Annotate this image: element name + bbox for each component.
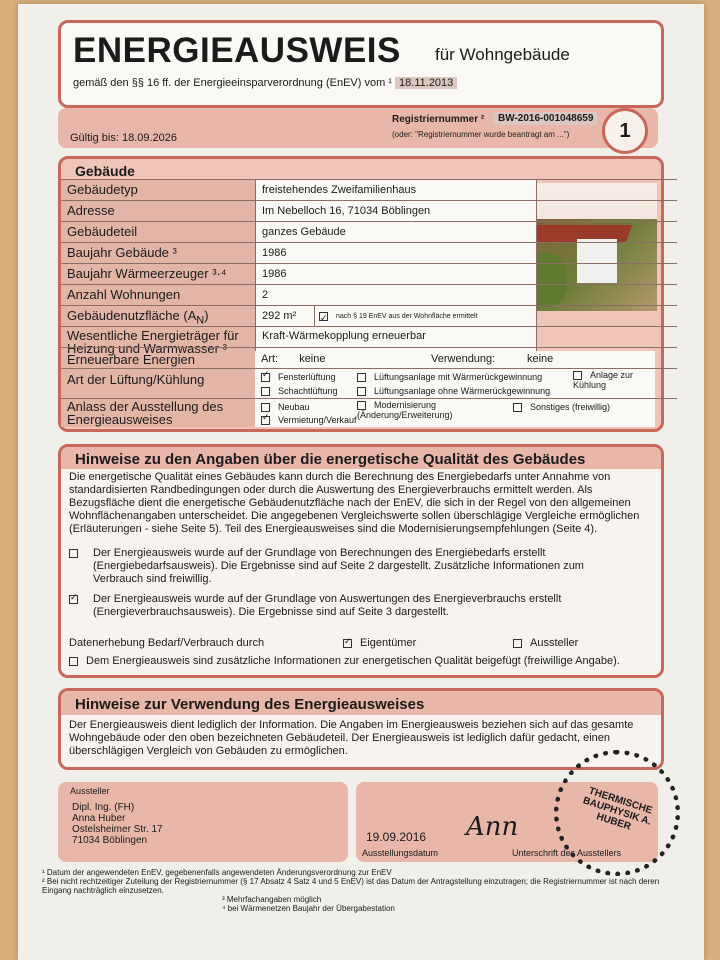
issuer-box: [58, 782, 348, 862]
row-label: Gebäudenutzfläche $(A_N)$: [67, 308, 209, 327]
stamp-text: THERMISCHE BAUPHYSIK A. HUBER: [581, 785, 654, 833]
signature: Ann: [466, 812, 519, 842]
row-dwellings: [61, 284, 677, 306]
signature-label: Unterschrift des Ausstellers: [512, 848, 622, 858]
reason-option: Neubau: [261, 402, 310, 412]
issuer-label: Aussteller: [70, 786, 110, 796]
usage-heading: Hinweise zur Verwendung des Energieausweises: [75, 696, 425, 713]
row-building-part: [61, 221, 677, 243]
extra-info-option: Dem Energieausweis sind zusätzliche Informationen zur energetischen Qualität beigefügt (freiwillige Angabe).: [69, 655, 620, 668]
reason-checkbox[interactable]: [513, 403, 522, 412]
row-building-type: [61, 179, 677, 201]
row-usable-area: [61, 305, 677, 327]
dwellings-value: 2: [255, 285, 537, 306]
area-label: Gebäudenutzfläche (A: [67, 308, 197, 323]
consumption-checkbox[interactable]: [69, 595, 78, 604]
document-title: ENERGIEAUSWEIS: [73, 31, 401, 70]
renew-art-value: keine: [299, 353, 326, 365]
reason-option: ✓Vermietung/Verkauf: [261, 415, 357, 425]
area-value: 292 m²: [255, 306, 315, 327]
issuer-checkbox[interactable]: [513, 639, 522, 648]
reason-option: Modernisierung (Änderung/Erweiterung): [357, 400, 453, 421]
reason-cell: [255, 399, 655, 427]
row-reason: [61, 398, 677, 427]
row-label: Wesentliche Energieträger für Heizung und Warmwasser ³: [67, 328, 239, 356]
row-address: [61, 200, 677, 222]
enev-date: 18.11.2013: [395, 77, 457, 89]
row-label: Art der Lüftung/Kühlung: [67, 372, 205, 387]
area-note: nach § 19 EnEV aus der Wohnfläche ermittelt: [336, 313, 478, 320]
building-type-value: freistehendes Zweifamilienhaus: [255, 180, 537, 201]
heater-year-value: 1986: [255, 264, 537, 285]
renew-use-label: Verwendung:: [431, 353, 496, 365]
building-heading: Gebäude: [75, 163, 135, 179]
renewable-cell: [255, 351, 655, 368]
reason-option: Sonstiges (freiwillig): [513, 402, 610, 412]
vent-checkbox[interactable]: [357, 387, 366, 396]
notes-section: [58, 444, 664, 678]
row-renewable: [61, 347, 677, 369]
reg-number: BW-2016-001048659: [494, 112, 597, 125]
row-year-built: [61, 242, 677, 264]
owner-checkbox[interactable]: [343, 639, 352, 648]
reason-checkbox[interactable]: [261, 416, 270, 425]
row-label: Adresse: [67, 203, 115, 218]
row-heater-year: [61, 263, 677, 285]
building-section: [58, 156, 664, 432]
title-box: [58, 20, 664, 108]
footnote-2: ² Bei nicht rechtzeitiger Zuteilung der Registriernummer (§ 17 Absatz 4 Satz 4 und 5 EnEV) ist das Datum der Antragstellung einzutragen; die Registriernummer ist nach deren Eingang nachträglich einzusetzen.: [42, 877, 660, 895]
row-label: Anzahl Wohnungen: [67, 287, 181, 302]
ventilation-cell: [255, 369, 655, 399]
row-ventilation: [61, 368, 677, 399]
renew-use-value: keine: [527, 353, 554, 365]
usage-section: [58, 688, 664, 770]
reason-checkbox[interactable]: [357, 401, 366, 410]
area-note-cell: [315, 306, 537, 327]
reg-note: (oder: "Registriernummer wurde beantragt am ..."): [392, 130, 570, 139]
certificate-page: [18, 4, 704, 960]
registration-box: [58, 108, 658, 148]
extra-checkbox[interactable]: [69, 657, 78, 666]
row-label: Gebäudetyp: [67, 182, 138, 197]
reg-label: Registriernummer ²: [392, 114, 485, 125]
notes-option-demand: Der Energieausweis wurde auf der Grundlage von Berechnungen des Energiebedarfs erstellt (Energiebedarfsausweis). Die Ergebnisse sind auf Seite 2 dargestellt. Zusätzliche Informationen zum Verbrauch sind freiwillig.: [69, 547, 653, 560]
row-label: Gebäudeteil: [67, 224, 138, 239]
page-number-badge: 1: [602, 108, 648, 154]
energy-carrier-value: Kraft-Wärmekopplung erneuerbar: [255, 327, 537, 358]
notes-intro: Die energetische Qualität eines Gebäudes kann durch die Berechnung des Energiebedarfs unter Annahme von standardisierten Randbedingungen oder durch die Auswertung des Energieverbrauchs ermittelt werden. Als Bezugsfläche dient die energetische Gebäudenutzfläche nach der EnEV, die sich in der Regel von den allgemeinen Wohnflächenangaben unterscheidet. Die angegebenen Vergleichswerte sollen überschlägige Vergleiche ermöglichen (Erläuterungen - siehe Seite 5). Teil des Energieausweises sind die Modernisierungsempfehlungen (Seite 4).: [69, 471, 640, 535]
year-built-value: 1986: [255, 243, 537, 264]
footnote-1: ¹ Datum der angewendeten EnEV, gegebenenfalls angewendeten Änderungsverordnung zur EnEV: [42, 868, 392, 877]
renew-art-label: Art:: [261, 353, 279, 365]
building-part-value: ganzes Gebäude: [255, 222, 537, 243]
row-label: Anlass der Ausstellung des Energieausweises: [67, 399, 224, 427]
vent-checkbox[interactable]: [261, 387, 270, 396]
row-label: Erneuerbare Energien: [67, 352, 195, 367]
issuer-option: Aussteller: [513, 637, 578, 650]
row-label: Baujahr Gebäude ³: [67, 245, 177, 260]
valid-until: Gültig bis: 18.09.2026: [70, 132, 178, 144]
vent-checkbox[interactable]: [573, 371, 582, 380]
company-stamp: [554, 750, 680, 876]
notes-heading: Hinweise zu den Angaben über die energetische Qualität des Gebäudes: [75, 451, 586, 468]
area-sub: N: [196, 314, 205, 327]
usage-text: Der Energieausweis dient lediglich der Information. Die Angaben im Energieausweis beziehen sich auf das gesamte Wohngebäude oder den oben bezeichneten Gebäudeteil. Der Energieausweis ist lediglich dafür gedacht, einen überschlägigen Vergleich von Gebäuden zu ermöglichen.: [69, 719, 634, 757]
vent-checkbox[interactable]: [261, 373, 270, 382]
issue-date: 19.09.2016: [366, 830, 427, 844]
issue-date-label: Ausstellungsdatum: [362, 848, 439, 858]
vent-option: Lüftungsanlage mit Wärmerückgewinnung: [357, 372, 542, 382]
vent-option: Anlage zur Kühlung: [573, 370, 634, 391]
demand-checkbox[interactable]: [69, 549, 78, 558]
vent-option: Schachtlüftung: [261, 386, 338, 396]
vent-option: ✓ Fensterlüftung: [261, 372, 336, 382]
reason-checkbox[interactable]: [261, 403, 270, 412]
row-label: Baujahr Wärmeerzeuger ³·⁴: [67, 266, 227, 281]
area-checkbox[interactable]: [319, 312, 328, 321]
document-subtitle: für Wohngebäude: [435, 45, 570, 64]
vent-option: Lüftungsanlage ohne Wärmerückgewinnung: [357, 386, 550, 396]
address-value: Im Nebelloch 16, 71034 Böblingen: [255, 201, 537, 222]
owner-option: ✓ Eigentümer: [343, 637, 416, 650]
footnotes: [42, 868, 662, 913]
legal-basis: [73, 77, 457, 89]
footnote-3: ³ Mehrfachangaben möglich: [222, 895, 322, 904]
legal-basis-text: gemäß den §§ 16 ff. der Energieeinsparverordnung (EnEV) vom ¹: [73, 77, 392, 89]
data-by-label: Datenerhebung Bedarf/Verbrauch durch: [69, 637, 265, 649]
issuer-address: Dipl. Ing. (FH) Anna Huber Ostelsheimer Str. 17 71034 Böblingen: [72, 802, 163, 846]
vent-checkbox[interactable]: [357, 373, 366, 382]
footnote-4: ⁴ bei Wärmenetzen Baujahr der Übergabestation: [222, 904, 395, 913]
notes-option-consumption: ✓ Der Energieausweis wurde auf der Grundlage von Auswertungen des Energieverbrauchs erstellt (Energieverbrauchsausweis). Die Ergebnisse sind auf Seite 3 dargestellt.: [69, 593, 653, 606]
